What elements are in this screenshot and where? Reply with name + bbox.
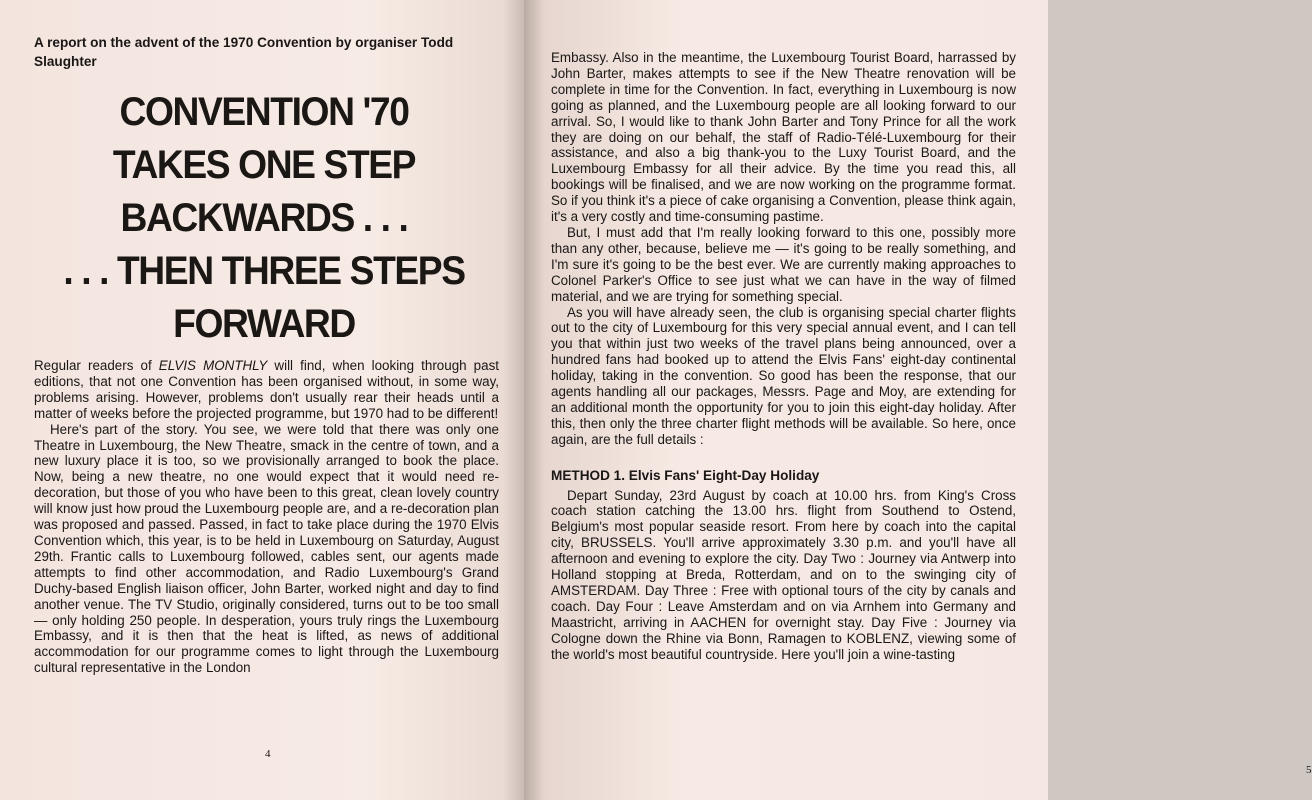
- headline-line: FORWARD: [173, 302, 355, 346]
- paragraph-text: will find, when looking through past editions, that not one Convention has been organised without, in some way, problems arising. However, problems don't usually rear their heads until a matter of weeks before the projected programme, but 1970 had to be different!: [34, 358, 499, 421]
- magazine-title: ELVIS MONTHLY: [158, 358, 268, 373]
- paragraph: [34, 358, 499, 422]
- page-number: 4: [265, 748, 271, 760]
- paragraph: Depart Sunday, 23rd August by coach at 10.00 hrs. from King's Cross coach station catching the 13.00 hrs. flight from Southend to Ostend, Belgium's most popular seaside resort. From here by coach into the capital city, BRUSSELS. You'll arrive approximately 3.30 p.m. and you'll have all afternoon and evening to explore the city. Day Two : Journey via Antwerp into Holland stopping at Breda, Rotterdam, and on to the swinging city of AMSTERDAM. Day Three : Free with optional tours of the city by canals and coach. Day Four : Leave Amsterdam and on via Arnhem into Germany and Maastricht, arriving in AACHEN for overnight stay. Day Five : Journey via Cologne down the Rhine via Bonn, Ramagen to KOBLENZ, viewing some of the world's most beautiful countryside. Here you'll join a wine-tasting: [551, 487, 1016, 662]
- section-heading: METHOD 1. Elvis Fans' Eight-Day Holiday: [551, 467, 820, 483]
- article-headline: [24, 86, 504, 351]
- paragraph: As you will have already seen, the club is organising special charter flights out to the city of Luxembourg for this very special annual event, and I can tell you that within just two weeks of the travel plans being announced, over a hundred fans had booked up to attend the Elvis Fans' eight-day continental holiday, taking in the convention. So good has been the response, that our agents handling all our packages, Messrs. Page and Moy, are extending for an additional month the opportunity for you to join this eight-day holiday. After this, then only the three charter flight methods will be available. So here, once again, are the full details :: [551, 304, 1016, 447]
- headline-line: . . . THEN THREE STEPS: [63, 249, 465, 293]
- headline-line: CONVENTION '70: [119, 90, 409, 134]
- article-kicker: A report on the advent of the 1970 Convention by organiser Todd Slaughter: [34, 35, 454, 69]
- paragraph: Here's part of the story. You see, we were told that there was only one Theatre in Luxembourg, the New Theatre, smack in the centre of town, and a new luxury place it is too, so we provisionally arranged to book the place. Now, being a new theatre, no one would expect that it would need re-decoration, but those of you who have been to this great, clean lovely country will know just how proud the Luxembourg people are, and a re-decoration plan was proposed and passed. Passed, in fact to take place during the 1970 Elvis Convention which, this year, is to be held in Luxembourg on Saturday, August 29th. Frantic calls to Luxembourg followed, cables sent, our agents made attempts to find other accommodation, and Radio Luxembourg's Grand Duchy-based English liaison officer, John Barter, worked night and day to find another venue. The TV Studio, originally considered, turns out to be too small — only holding 250 people. In desperation, yours truly rings the Luxembourg Embassy, and it is then that the heat is lifted, as news of additional accommodation for our programme comes to light through the Luxembourg cultural representative in the London: [34, 421, 499, 676]
- headline-line: TAKES ONE STEP: [112, 143, 416, 187]
- paragraph: But, I must add that I'm really looking forward to this one, possibly more than any other, because, believe me — it's going to be really something, and I'm sure it's going to be the best ever. We are currently making approaches to Colonel Parker's Office to see just what we can have in the way of filmed material, and we are trying for something special.: [551, 224, 1016, 304]
- right-body-text: [551, 50, 1016, 663]
- paragraph: Embassy. Also in the meantime, the Luxembourg Tourist Board, harrassed by John Barter, makes attempts to see if the New Theatre renovation will be complete in time for the Convention. In fact, everything in Luxembourg is now going as planned, and the Luxembourg people are all looking forward to our arrival. So, I would like to thank John Barter and Tony Prince for all the work they are doing on our behalf, the staff of Radio-Télé-Luxembourg for their assistance, and also a big thank-you to the Luxy Tourist Board, and the Luxembourg Embassy for all their advice. By the time you read this, all bookings will be finalised, and we are now working on the programme format. So if you think it's a piece of cake organising a Convention, please think again, it's a very costly and time-consuming pastime.: [551, 50, 1016, 225]
- left-body-text: [34, 358, 499, 676]
- page-number: 5: [1306, 764, 1312, 776]
- headline-line: BACKWARDS . . .: [120, 196, 408, 240]
- paragraph-text: Regular readers of: [34, 358, 159, 373]
- left-page: [0, 0, 524, 800]
